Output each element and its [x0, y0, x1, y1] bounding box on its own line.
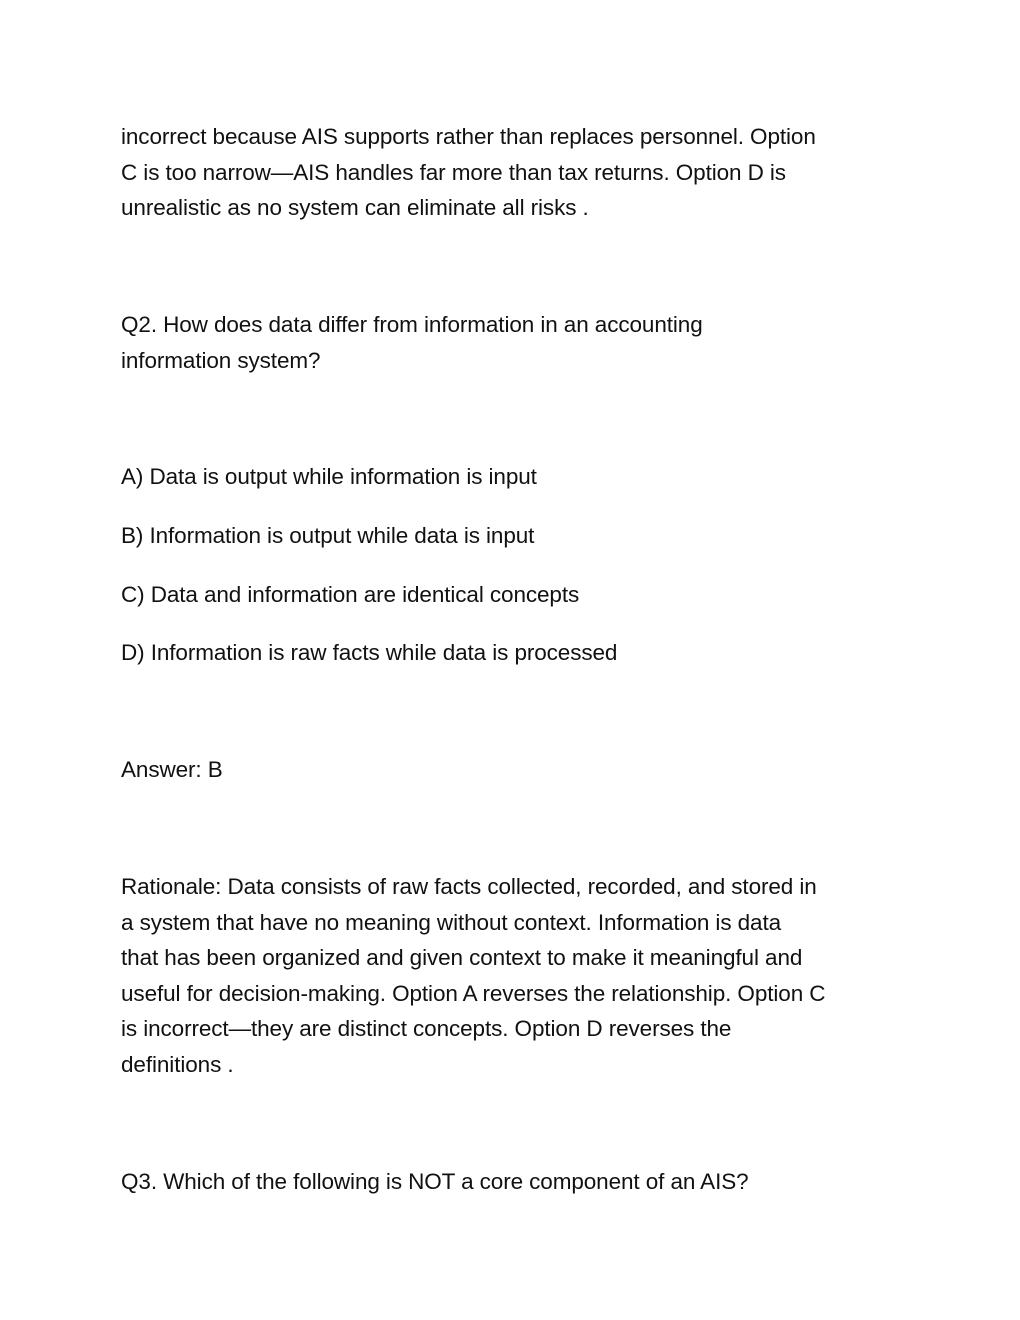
option-text: C) Data and information are identical concepts — [121, 582, 580, 607]
answer-line — [121, 752, 911, 788]
rationale-paragraph — [121, 869, 911, 1082]
text-line: Rationale: Data consists of raw facts collected, recorded, and stored in — [121, 874, 817, 899]
text-line: incorrect because AIS supports rather than replaces personnel. Option — [121, 124, 816, 149]
text-line: useful for decision-making. Option A reverses the relationship. Option C — [121, 980, 826, 1006]
text-line: that has been organized and given context to make it meaningful and — [121, 945, 803, 970]
text-line: is incorrect—they are distinct concepts. Option D reverses the — [121, 1016, 732, 1041]
option-a — [121, 459, 911, 495]
text-line: C is too narrow—AIS handles far more than tax returns. Option D is — [121, 159, 786, 185]
option-text: B) Information is output while data is input — [121, 523, 535, 548]
question-2-text — [121, 307, 911, 378]
text-line: Q2. How does data differ from information in an accounting — [121, 312, 703, 337]
question-3-text — [121, 1164, 911, 1200]
text-line: a system that have no meaning without context. Information is data — [121, 909, 782, 935]
text-line: information system? — [121, 347, 321, 373]
previous-rationale-continuation — [121, 119, 911, 226]
option-text: D) Information is raw facts while data is processed — [121, 640, 618, 665]
option-text: A) Data is output while information is input — [121, 464, 537, 489]
option-b — [121, 518, 911, 554]
option-c — [121, 577, 911, 613]
text-line: Q3. Which of the following is NOT a core component of an AIS? — [121, 1169, 749, 1194]
option-d — [121, 635, 911, 671]
text-line: definitions . — [121, 1051, 234, 1077]
text-line: unrealistic as no system can eliminate all risks . — [121, 195, 589, 220]
answer-text: Answer: B — [121, 757, 223, 782]
